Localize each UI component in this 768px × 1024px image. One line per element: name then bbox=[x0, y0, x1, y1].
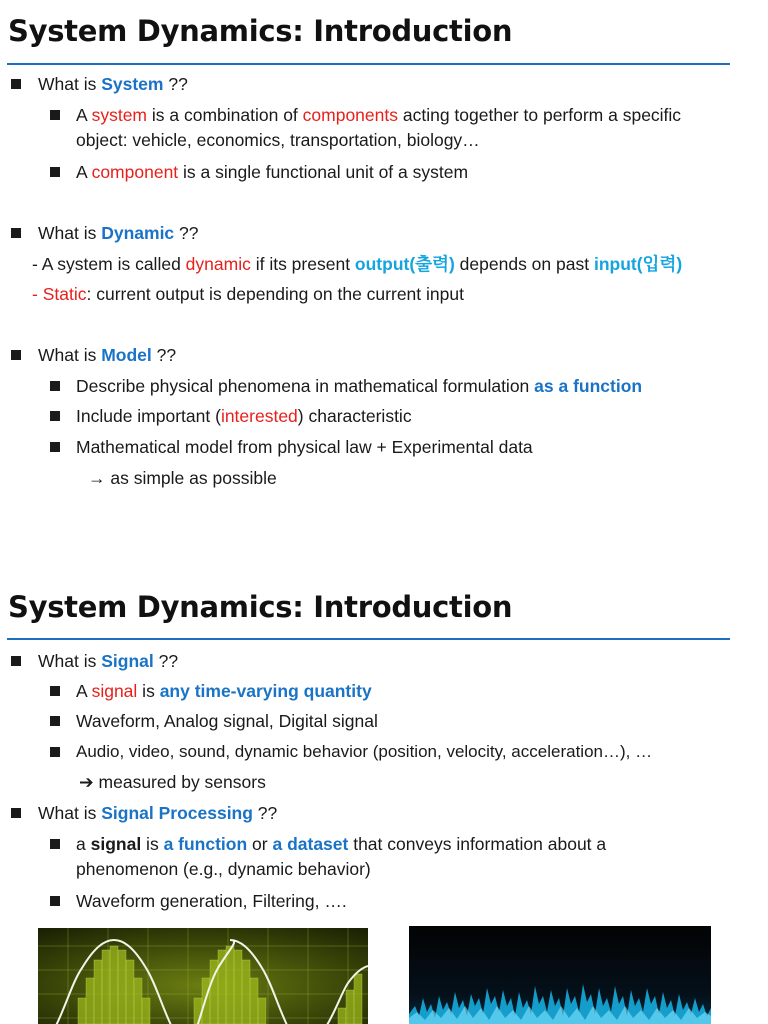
slide-title: System Dynamics: Introduction bbox=[8, 590, 513, 624]
system-definition: A system is a combination of components acting together to perform a specific bbox=[76, 105, 682, 125]
bullet-square-icon bbox=[11, 808, 21, 818]
arrow-right-icon: ➔ bbox=[79, 772, 94, 792]
dynamic-definition: - A system is called dynamic if its present output(출력) depends on past input(입력) bbox=[32, 254, 683, 274]
model-point-1: Describe physical phenomena in mathematical formulation as a function bbox=[76, 376, 643, 396]
slide-title: System Dynamics: Introduction bbox=[8, 14, 513, 48]
term-signal-processing: Signal Processing bbox=[101, 803, 253, 823]
bullet-square-icon bbox=[11, 350, 21, 360]
sampled-waveform-image bbox=[38, 928, 368, 1024]
question-system: What is System ?? bbox=[38, 74, 188, 94]
term-model: Model bbox=[101, 345, 152, 365]
signal-definition: A signal is any time-varying quantity bbox=[76, 681, 372, 701]
system-definition-cont: object: vehicle, economics, transportation, biology… bbox=[76, 130, 480, 150]
signal-processing-examples: Waveform generation, Filtering, …. bbox=[76, 891, 347, 911]
model-conclusion: → as simple as possible bbox=[88, 468, 277, 488]
bullet-square-icon bbox=[50, 442, 60, 452]
bullet-square-icon bbox=[50, 381, 60, 391]
signal-types: Waveform, Analog signal, Digital signal bbox=[76, 711, 378, 731]
question-signal: What is Signal ?? bbox=[38, 651, 179, 671]
bullet-square-icon bbox=[11, 79, 21, 89]
bullet-square-icon bbox=[50, 411, 60, 421]
term-system: System bbox=[101, 74, 164, 94]
bullet-square-icon bbox=[50, 839, 60, 849]
bullet-square-icon bbox=[50, 716, 60, 726]
question-signal-processing: What is Signal Processing ?? bbox=[38, 803, 278, 823]
signal-sensors: ➔ measured by sensors bbox=[79, 772, 266, 792]
bullet-square-icon bbox=[50, 110, 60, 120]
model-point-2: Include important (interested) characteristic bbox=[76, 406, 412, 426]
component-definition: A component is a single functional unit of a system bbox=[76, 162, 469, 182]
signal-processing-definition: a signal is a function or a dataset that conveys information about a bbox=[76, 834, 607, 854]
signal-examples: Audio, video, sound, dynamic behavior (position, velocity, acceleration…), … bbox=[76, 742, 653, 761]
audio-waveform-graphic bbox=[409, 926, 711, 1024]
audio-waveform-image bbox=[409, 926, 711, 1024]
bullet-square-icon bbox=[11, 228, 21, 238]
title-divider bbox=[7, 63, 730, 65]
title-divider bbox=[7, 638, 730, 640]
question-dynamic: What is Dynamic ?? bbox=[38, 223, 199, 243]
sampled-waveform-graphic bbox=[38, 928, 368, 1024]
static-definition: - Static: current output is depending on the current input bbox=[32, 284, 464, 304]
term-signal: Signal bbox=[101, 651, 154, 671]
arrow-right-icon: → bbox=[88, 468, 106, 488]
bullet-square-icon bbox=[11, 656, 21, 666]
bullet-square-icon bbox=[50, 167, 60, 177]
bullet-square-icon bbox=[50, 686, 60, 696]
bullet-square-icon bbox=[50, 747, 60, 757]
bullet-square-icon bbox=[50, 896, 60, 906]
term-dynamic: Dynamic bbox=[101, 223, 175, 243]
model-point-3: Mathematical model from physical law + Experimental data bbox=[76, 437, 533, 457]
signal-processing-definition-cont: phenomenon (e.g., dynamic behavior) bbox=[76, 859, 371, 879]
question-model: What is Model ?? bbox=[38, 345, 177, 365]
